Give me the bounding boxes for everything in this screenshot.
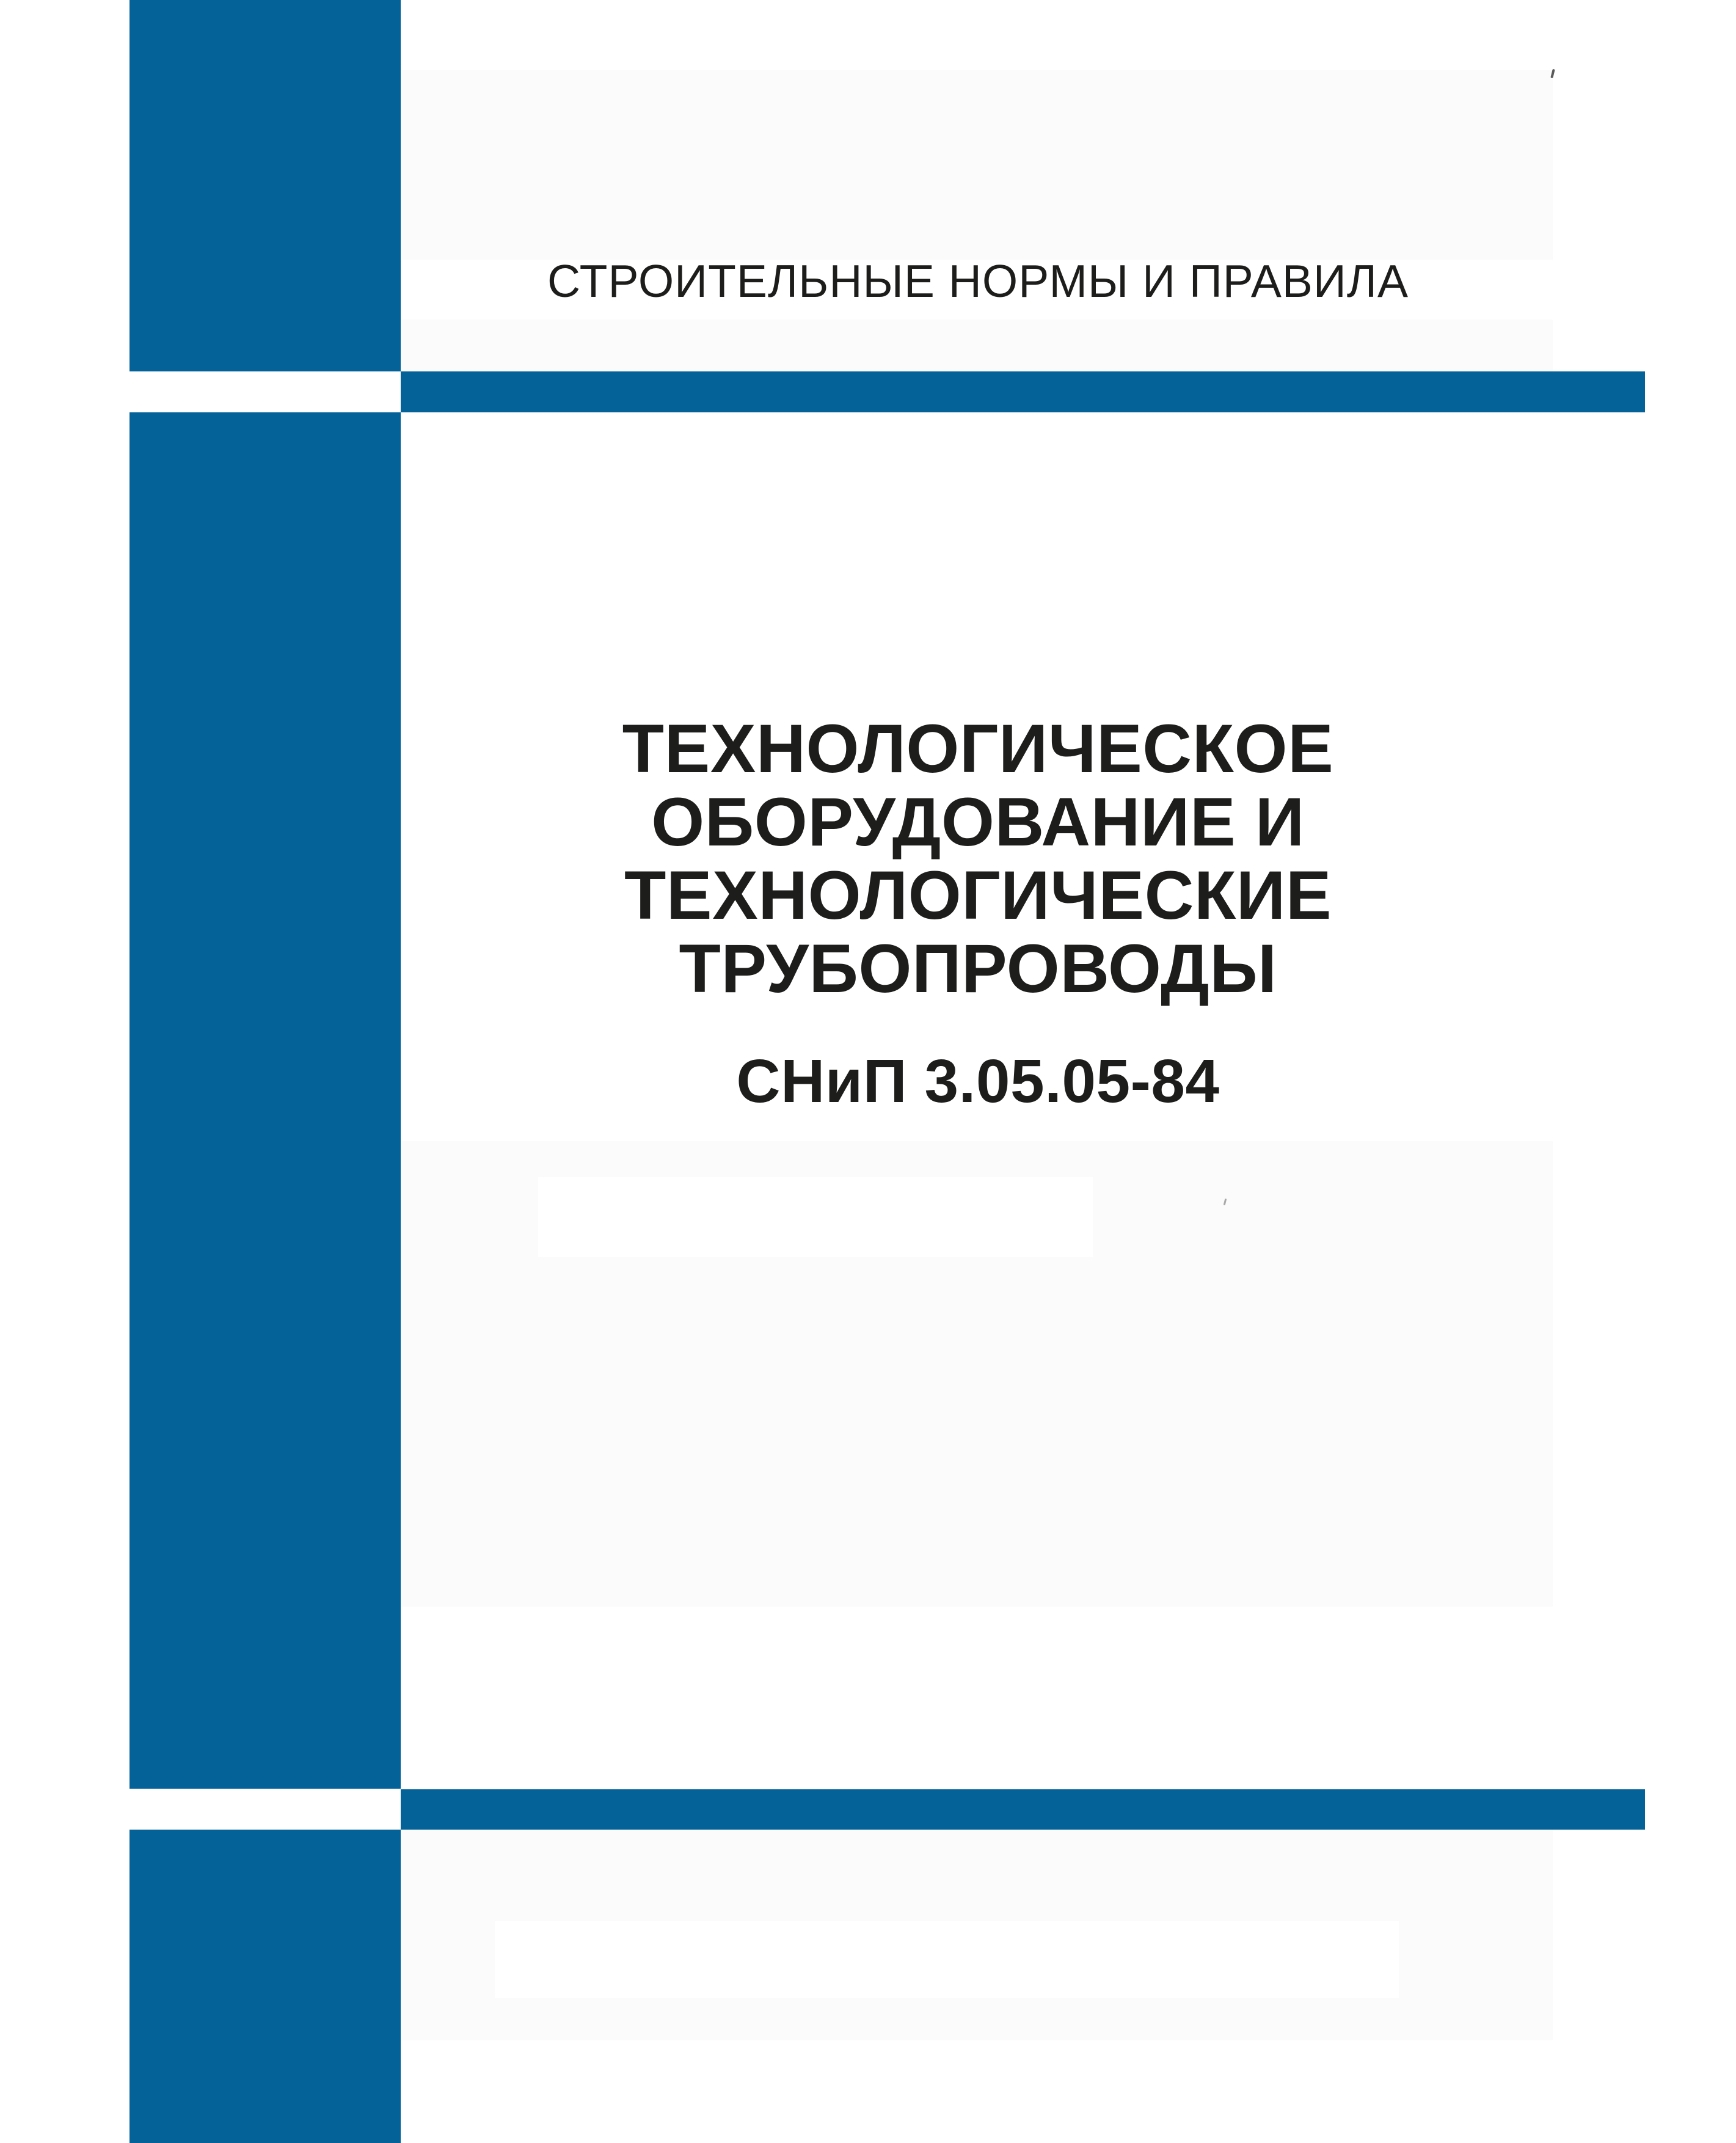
white-box-bottom	[495, 1921, 1399, 1998]
top-horizontal-stripe	[401, 371, 1645, 412]
background-panel-upper	[401, 70, 1553, 372]
document-number: СНиП 3.05.05-84	[736, 1047, 1220, 1115]
document-title-line: ОБОРУДОВАНИЕ И	[651, 784, 1305, 860]
left-vertical-bar-bottom-segment	[129, 1830, 401, 2143]
left-vertical-bar-middle-segment	[129, 412, 401, 1789]
document-title-line: ТЕХНОЛОГИЧЕСКОЕ	[622, 710, 1334, 787]
bottom-horizontal-stripe	[401, 1789, 1645, 1830]
series-title: СТРОИТЕЛЬНЫЕ НОРМЫ И ПРАВИЛА	[547, 255, 1409, 307]
document-title-line: ТЕХНОЛОГИЧЕСКИЕ	[624, 857, 1332, 933]
document-title	[401, 712, 1555, 1006]
left-vertical-bar-top-segment	[129, 0, 401, 371]
white-box-under-number	[538, 1177, 1093, 1257]
document-title-line: ТРУБОПРОВОДЫ	[679, 930, 1277, 1007]
